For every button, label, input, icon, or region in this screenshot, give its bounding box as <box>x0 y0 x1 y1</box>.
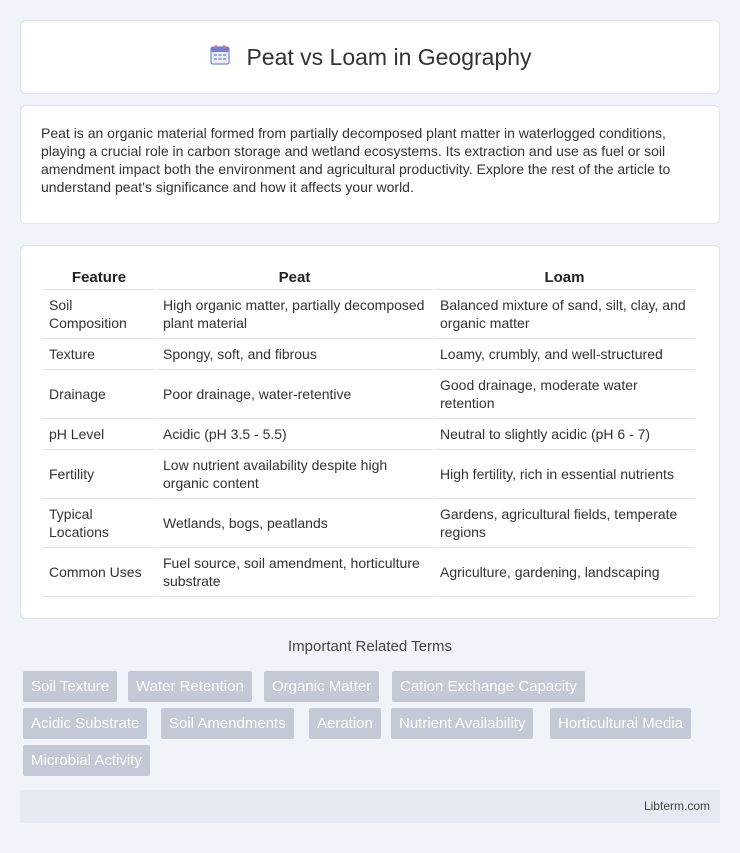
header-card <box>20 20 720 94</box>
term-tag[interactable]: Microbial Activity <box>23 745 150 776</box>
column-header-feature: Feature <box>43 266 155 290</box>
table-cell-peat: High organic matter, partially decomposed plant material <box>157 290 432 339</box>
table-row <box>43 419 695 450</box>
intro-text: Peat is an organic material formed from partially decomposed plant matter in waterlogged conditions, playing a crucial role in carbon storage and wetland ecosystems. Its extraction and use as fuel or soil amendment impact both the environment and agricultural productivity. Explore the rest of the article to understand peat's significance and how it affects your world. <box>41 125 671 195</box>
table-cell-loam: Good drainage, moderate water retention <box>434 370 695 419</box>
table-cell-peat: Spongy, soft, and fibrous <box>157 339 432 370</box>
term-tag[interactable]: Soil Amendments <box>161 708 294 739</box>
term-tag[interactable]: Acidic Substrate <box>23 708 147 739</box>
table-row <box>43 499 695 548</box>
table-row <box>43 290 695 339</box>
table-row <box>43 548 695 597</box>
footer-site-link[interactable]: Libterm.com <box>643 799 710 813</box>
table-cell-loam: Agriculture, gardening, landscaping <box>434 548 695 597</box>
term-tag[interactable]: Cation Exchange Capacity <box>392 671 585 702</box>
table-cell-feature: Typical Locations <box>43 499 155 548</box>
term-tag[interactable]: Soil Texture <box>23 671 117 702</box>
table-cell-peat: Poor drainage, water-retentive <box>157 370 432 419</box>
term-tag[interactable]: Nutrient Availability <box>391 708 533 739</box>
table-cell-feature: pH Level <box>43 419 155 450</box>
table-cell-loam: Neutral to slightly acidic (pH 6 - 7) <box>434 419 695 450</box>
table-cell-loam: Gardens, agricultural fields, temperate regions <box>434 499 695 548</box>
page-title: Peat vs Loam in Geography <box>246 43 532 70</box>
table-cell-loam: Balanced mixture of sand, silt, clay, and organic matter <box>434 290 695 339</box>
term-tag[interactable]: Organic Matter <box>264 671 379 702</box>
table-cell-peat: Low nutrient availability despite high organic content <box>157 450 432 499</box>
table-cell-loam: Loamy, crumbly, and well-structured <box>434 339 695 370</box>
column-header-loam: Loam <box>434 266 695 290</box>
table-cell-feature: Common Uses <box>43 548 155 597</box>
related-terms-title: Important Related Terms <box>288 638 452 655</box>
table-cell-feature: Texture <box>43 339 155 370</box>
term-tag[interactable]: Water Retention <box>128 671 252 702</box>
table-cell-feature: Fertility <box>43 450 155 499</box>
table-row <box>43 370 695 419</box>
comparison-table <box>41 266 697 597</box>
table-cell-peat: Wetlands, bogs, peatlands <box>157 499 432 548</box>
term-tag[interactable]: Aeration <box>309 708 381 739</box>
table-cell-feature: Drainage <box>43 370 155 419</box>
table-cell-feature: Soil Composition <box>43 290 155 339</box>
column-header-peat: Peat <box>157 266 432 290</box>
table-cell-peat: Acidic (pH 3.5 - 5.5) <box>157 419 432 450</box>
footer <box>20 790 720 823</box>
table-header-row <box>43 266 695 290</box>
table-row <box>43 450 695 499</box>
table-cell-peat: Fuel source, soil amendment, horticulture substrate <box>157 548 432 597</box>
table-row <box>43 339 695 370</box>
comparison-table-card <box>20 245 720 619</box>
term-tag[interactable]: Horticultural Media <box>550 708 691 739</box>
table-cell-loam: High fertility, rich in essential nutrients <box>434 450 695 499</box>
calendar-icon <box>208 43 232 72</box>
intro-card <box>20 105 720 224</box>
